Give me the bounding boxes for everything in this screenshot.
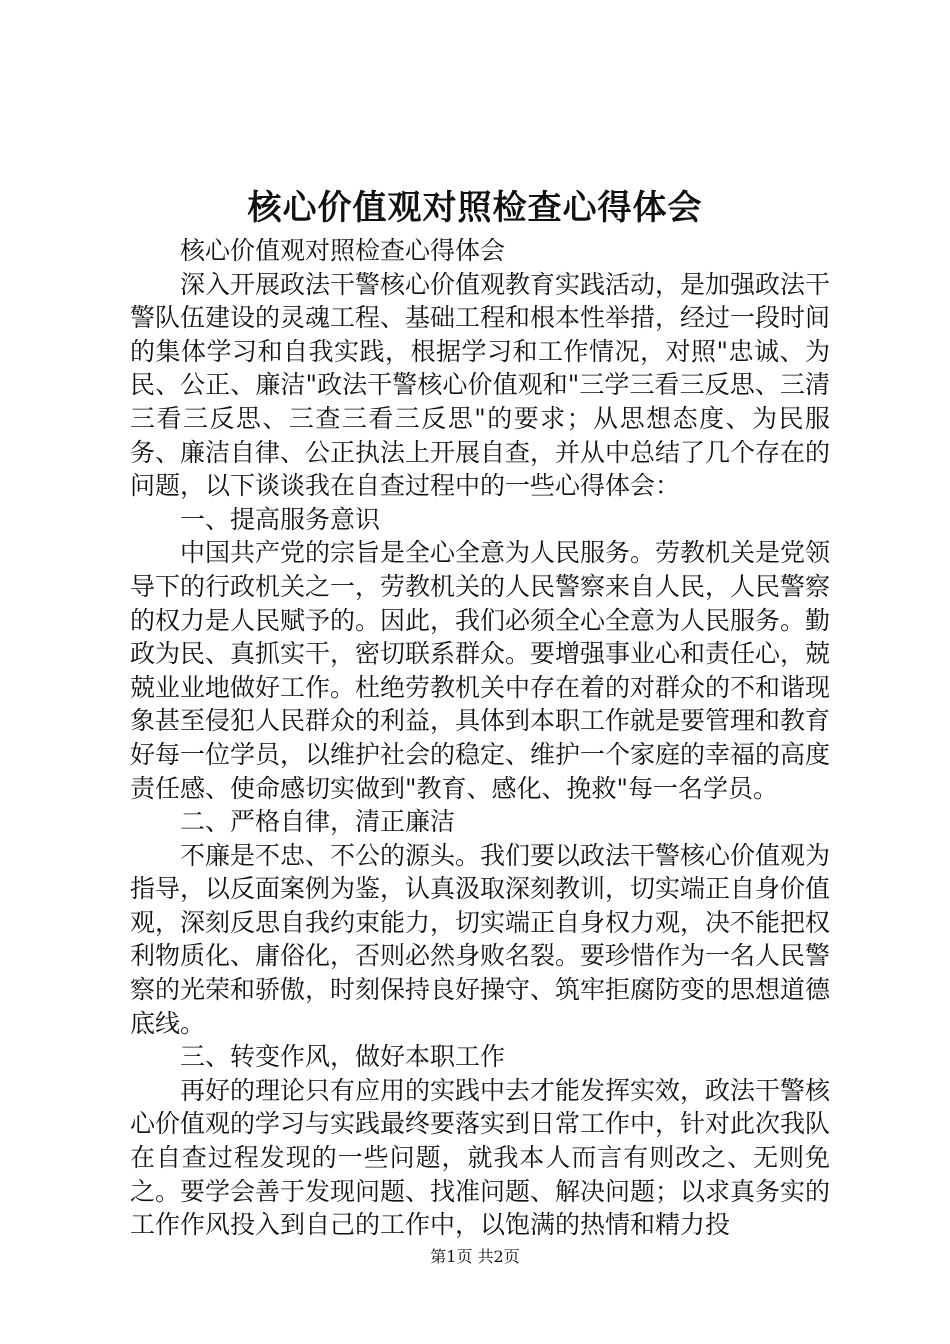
document-body [130, 234, 830, 1242]
intro-paragraph: 深入开展政法干警核心价值观教育实践活动，是加强政法干警队伍建设的灵魂工程、基础工程和根本性举措，经过一段时间的集体学习和自我实践，根据学习和工作情况，对照"忠诚、为民、公正、廉洁"政法干警核心价值观和"三学三看三反思、三清三看三反思、三查三看三反思"的要求；从思想态度、为民服务、廉洁自律、公正执法上开展自查，并从中总结了几个存在的问题，以下谈谈我在自查过程中的一些心得体会： [130, 269, 831, 501]
section-paragraph-2: 不廉是不忠、不公的源头。我们要以政法干警核心价值观为指导，以反面案例为鉴，认真汲取深刻教训，切实端正自身价值观，深刻反思自我约束能力，切实端正自身权力观，决不能把权利物质化、庸俗化，否则必然身败名裂。要珍惜作为一名人民警察的光荣和骄傲，时刻保持良好操守、筑牢拒腐防变的思想道德底线。 [130, 840, 831, 1038]
section-paragraph-3: 再好的理论只有应用的实践中去才能发挥实效，政法干警核心价值观的学习与实践最终要落实到日常工作中，针对此次我队在自查过程发现的一些问题，就我本人而言有则改之、无则免之。要学会善于发现问题、找准问题、解决问题；以求真务实的工作作风投入到自己的工作中，以饱满的热情和精力投 [130, 1075, 831, 1240]
page-number-footer: 第1页 共2页 [430, 1247, 520, 1266]
section-heading-3: 三、转变作风，做好本职工作 [180, 1042, 506, 1072]
subtitle-paragraph: 核心价值观对照检查心得体会 [180, 236, 506, 265]
section-heading-1: 一、提高服务意识 [180, 504, 381, 534]
section-paragraph-1: 中国共产党的宗旨是全心全意为人民服务。劳教机关是党领导下的行政机关之一，劳教机关的人民警察来自人民，人民警察的权力是人民赋予的。因此，我们必须全心全意为人民服务。勤政为民、真抓实干，密切联系群众。要增强事业心和责任心，兢兢业业地做好工作。杜绝劳教机关中存在着的对群众的不和谐现象甚至侵犯人民群众的利益，具体到本职工作就是要管理和教育好每一位学员，以维护社会的稳定、维护一个家庭的幸福的高度责任感、使命感切实做到"教育、感化、挽救"每一名学员。 [130, 538, 831, 803]
section-heading-2: 二、严格自律，清正廉洁 [180, 807, 456, 837]
document-title: 核心价值观对照检查心得体会 [247, 188, 703, 228]
